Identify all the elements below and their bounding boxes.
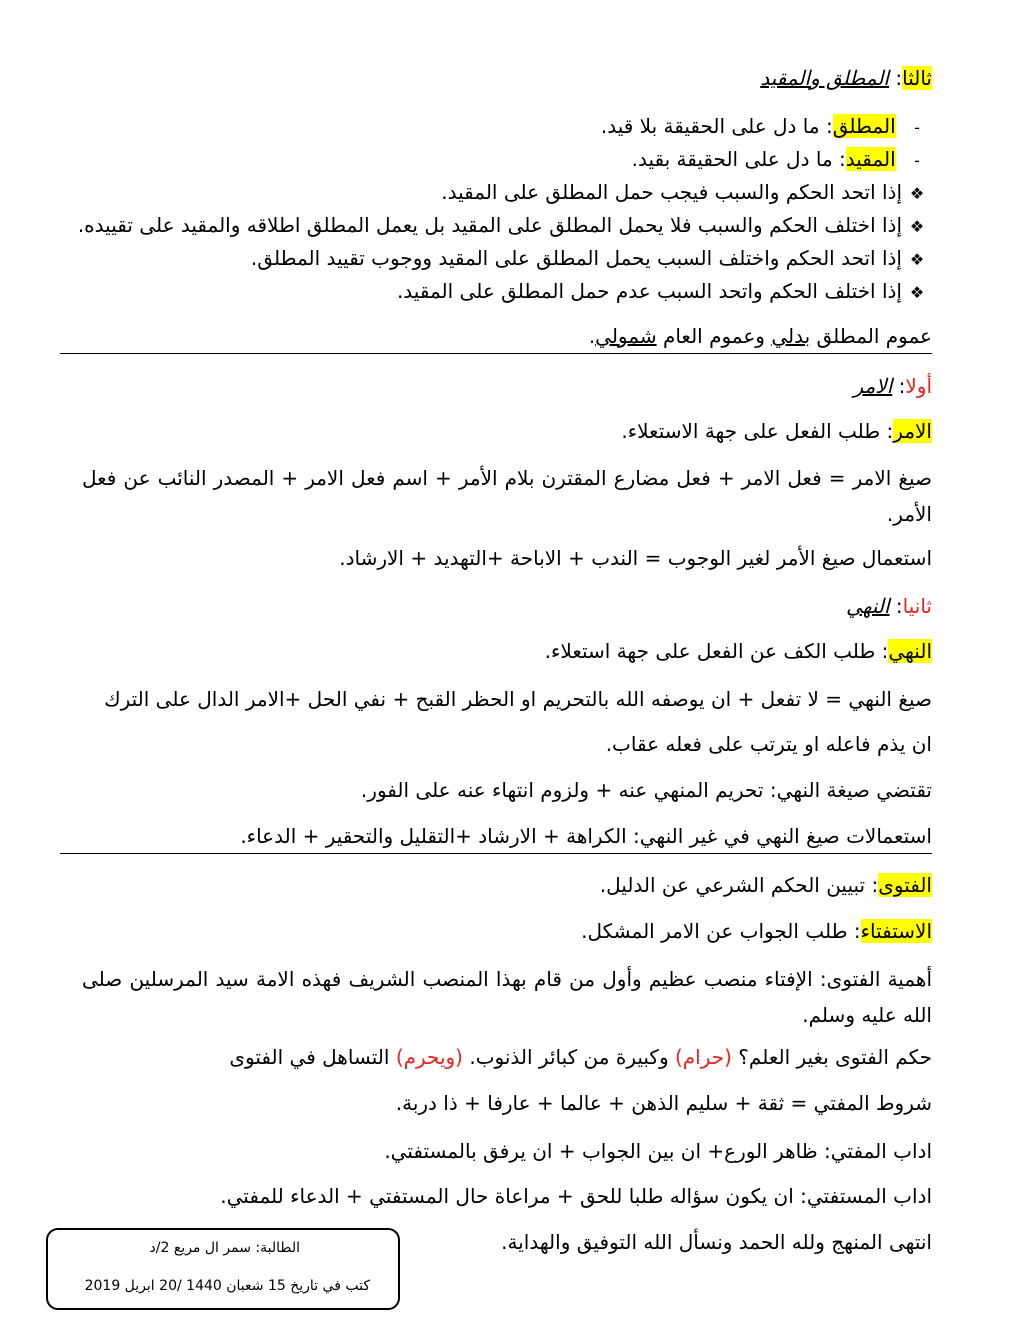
- nahy-forms-line1: صيغ النهي = لا تفعل + ان يوصفه الله بالتحريم او الحظر القبح + نفي الحل +الامر الدال على الترك: [104, 687, 932, 711]
- rule-item: [397, 277, 932, 307]
- definition-amr: الامر: طلب الفعل على جهة الاستعلاء.: [621, 419, 932, 443]
- definition-nahy: النهي: طلب الكف عن الفعل على جهة استعلاء.: [544, 639, 932, 663]
- rule-text: إذا اتحد الحكم واختلف السبب يحمل المطلق على المقيد ووجوب تقييد المطلق.: [250, 246, 902, 270]
- term-nahy: النهي: [888, 639, 932, 663]
- rule-text: إذا اتحد الحكم والسبب فيجب حمل المطلق على المقيد.: [441, 180, 902, 204]
- heading-title: الامر: [853, 374, 893, 398]
- mufti-conditions: شروط المفتي = ثقة + سليم الذهن + عالما + عارفا + ذا دربة.: [395, 1091, 932, 1115]
- definition-text: تبيين الحكم الشرعي عن الدليل.: [599, 873, 866, 897]
- umum-text: وعموم العام: [656, 324, 772, 348]
- ruling-text: التساهل في الفتوى: [229, 1045, 396, 1069]
- term-fatwa: الفتوى: [878, 873, 932, 897]
- amr-usage: استعمال صيغ الأمر لغير الوجوب = الندب + الاباحة +التهديد + الارشاد.: [339, 546, 932, 570]
- dash-marker: -: [914, 118, 920, 137]
- nahy-requires: تقتضي صيغة النهي: تحريم المنهي عنه + ولزوم انتهاء عنه على الفور.: [360, 778, 932, 802]
- ruling-text: وكبيرة من كبائر الذنوب.: [462, 1045, 675, 1069]
- definition-text: طلب الجواب عن الامر المشكل.: [581, 919, 848, 943]
- umum-text: .: [588, 324, 596, 348]
- term-istifta: الاستفتاء: [860, 919, 932, 943]
- diamond-bullet-icon: ❖: [909, 283, 925, 302]
- umum-note: [589, 322, 932, 350]
- definition-text: ما دل على الحقيقة بلا قيد.: [600, 114, 820, 138]
- definition-text: طلب الفعل على جهة الاستعلاء.: [621, 419, 881, 443]
- fatwa-ruling: [229, 1043, 932, 1071]
- umum-badali: بدلي: [771, 324, 811, 348]
- amr-forms: صيغ الامر = فعل الامر + فعل مضارع المقترن بلام الأمر + اسم فعل الامر + المصدر النائب عن فعل الأمر.: [82, 466, 932, 526]
- heading-title: النهي: [845, 594, 890, 618]
- ruling-yahrum: (ويحرم): [395, 1045, 463, 1069]
- definition-mutlaq: - المطلق: ما دل على الحقيقة بلا قيد.: [601, 112, 932, 142]
- definition-istifta: الاستفتاء: طلب الجواب عن الامر المشكل.: [581, 919, 932, 943]
- diamond-bullet-icon: ❖: [909, 184, 925, 203]
- heading-nahy: ثانيا: النهي: [845, 594, 932, 618]
- heading-number: ثالثا: [902, 66, 932, 90]
- term-muqayyad: المقيد: [845, 147, 896, 171]
- fatwa-importance: أهمية الفتوى: الإفتاء منصب عظيم وأول من قام بهذا المنصب الشريف فهذه الامة سيد المرسلين صلى الله عليه وسلم.: [82, 967, 932, 1027]
- rule-item: [251, 244, 932, 274]
- rule-item: [441, 178, 932, 208]
- umum-shumuli: شمولي: [595, 324, 657, 348]
- diamond-bullet-icon: ❖: [909, 250, 925, 269]
- rule-text: إذا اختلف الحكم والسبب فلا يحمل المطلق على المقيد بل يعمل المطلق اطلاقه والمقيد على تقييده.: [77, 213, 902, 237]
- definition-text: طلب الكف عن الفعل على جهة استعلاء.: [544, 639, 876, 663]
- mufti-ethics: اداب المفتي: ظاهر الورع+ ان بين الجواب + ان يرفق بالمستفتي.: [384, 1139, 932, 1163]
- heading-number: ثانيا: [902, 594, 932, 618]
- rule-item: [78, 211, 932, 241]
- nahy-usages: استعمالات صيغ النهي في غير النهي: الكراهة + الارشاد +التقليل والتحقير + الدعاء.: [240, 824, 932, 848]
- written-date: كتب في تاريخ 15 شعبان 1440 /20 ابريل 2019: [84, 1278, 370, 1294]
- dash-marker: -: [914, 151, 920, 170]
- rule-text: إذا اختلف الحكم واتحد السبب عدم حمل المطلق على المقيد.: [396, 279, 902, 303]
- student-name: الطالبة: سمر ال مريع 2/د: [149, 1240, 300, 1256]
- section-divider: [60, 353, 932, 354]
- heading-title: المطلق والمقيد: [760, 66, 889, 90]
- term-mutlaq: المطلق: [832, 114, 896, 138]
- heading-amr: أولا: الامر: [853, 374, 932, 398]
- definition-fatwa: الفتوى: تبيين الحكم الشرعي عن الدليل.: [599, 873, 932, 897]
- student-info-box: [46, 1228, 400, 1310]
- heading-number: أولا: [905, 374, 932, 398]
- closing-note: انتهى المنهج ولله الحمد ونسأل الله التوفيق والهداية.: [501, 1230, 932, 1254]
- term-amr: الامر: [893, 419, 932, 443]
- heading-mutlaq-muqayyad: ثالثا: المطلق والمقيد: [760, 66, 932, 90]
- section-divider: [60, 853, 932, 854]
- definition-text: ما دل على الحقيقة بقيد.: [631, 147, 833, 171]
- umum-text: عموم المطلق: [810, 324, 932, 348]
- definition-muqayyad: - المقيد: ما دل على الحقيقة بقيد.: [632, 145, 932, 175]
- nahy-forms-line2: ان يذم فاعله او يترتب على فعله عقاب.: [605, 732, 932, 756]
- ruling-haram: (حرام): [674, 1045, 732, 1069]
- diamond-bullet-icon: ❖: [909, 217, 925, 236]
- ruling-text: حكم الفتوى بغير العلم؟: [731, 1045, 932, 1069]
- mustafti-ethics: اداب المستفتي: ان يكون سؤاله طلبا للحق + مراعاة حال المستفتي + الدعاء للمفتي.: [220, 1184, 932, 1208]
